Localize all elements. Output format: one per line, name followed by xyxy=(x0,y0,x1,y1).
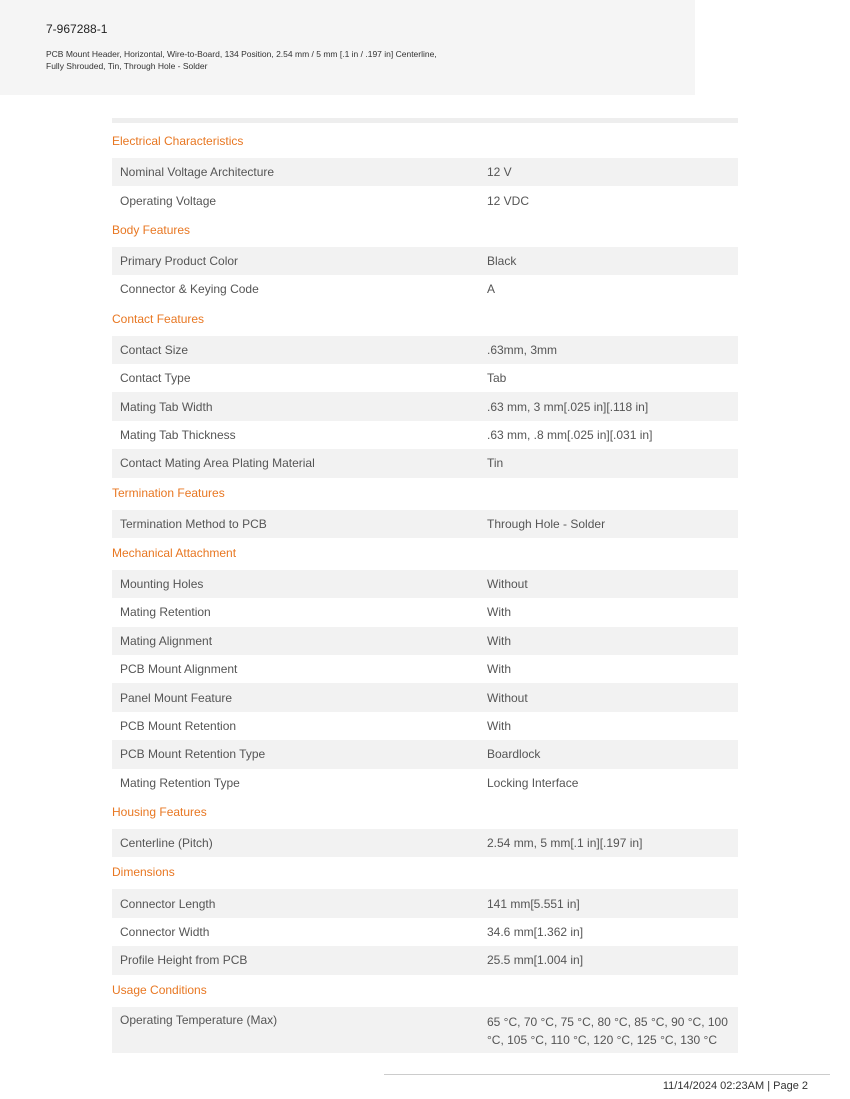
section-title-housing: Housing Features xyxy=(112,805,207,820)
spec-label: Connector Length xyxy=(120,896,216,911)
page-footer: 11/14/2024 02:23AM | Page 2 xyxy=(662,1080,808,1092)
spec-label: Primary Product Color xyxy=(120,253,239,268)
spec-row xyxy=(112,186,738,214)
spec-label: PCB Mount Retention Type xyxy=(120,747,266,762)
spec-value: Locking Interface xyxy=(487,775,579,790)
spec-value: 25.5 mm[1.004 in] xyxy=(487,953,584,968)
spec-label: Centerline (Pitch) xyxy=(120,836,213,851)
spec-row xyxy=(112,627,738,655)
spec-value: With xyxy=(487,719,511,734)
spec-value: 2.54 mm, 5 mm[.1 in][.197 in] xyxy=(487,836,643,851)
spec-value: Boardlock xyxy=(487,747,541,762)
spec-row xyxy=(112,336,738,364)
product-description: PCB Mount Header, Horizontal, Wire-to-Board, 134 Position, 2.54 mm / 5 mm [.1 in / .197 in] Centerline, Fully Shrouded, Tin, Through Hole - Solder xyxy=(46,49,437,71)
spec-label: Mounting Holes xyxy=(120,577,204,592)
section-title-electrical: Electrical Characteristics xyxy=(112,134,244,148)
spec-value: A xyxy=(487,282,496,297)
spec-label: Termination Method to PCB xyxy=(120,516,267,531)
spec-label: Panel Mount Feature xyxy=(120,690,233,705)
spec-label: Mating Alignment xyxy=(120,633,213,648)
spec-row xyxy=(112,510,738,538)
spec-row xyxy=(112,889,738,917)
spec-value: With xyxy=(487,633,511,648)
spec-value: .63 mm, 3 mm[.025 in][.118 in] xyxy=(487,399,649,414)
spec-value: Black xyxy=(487,253,517,268)
spec-row xyxy=(112,275,738,303)
spec-value: With xyxy=(487,662,511,677)
spec-row xyxy=(112,769,738,797)
spec-value: .63 mm, .8 mm[.025 in][.031 in] xyxy=(487,427,653,442)
spec-label: Mating Retention xyxy=(120,605,211,620)
spec-row xyxy=(112,364,738,392)
spec-label: Contact Type xyxy=(120,371,191,386)
spec-row xyxy=(112,655,738,683)
spec-label: Contact Mating Area Plating Material xyxy=(120,456,315,471)
spec-label: PCB Mount Alignment xyxy=(120,662,238,677)
spec-label: Operating Temperature (Max) xyxy=(120,1012,278,1027)
spec-row xyxy=(112,598,738,626)
section-title-mechanical: Mechanical Attachment xyxy=(112,545,237,560)
spec-label: Connector & Keying Code xyxy=(120,282,259,297)
footer-divider xyxy=(384,1074,830,1075)
spec-row xyxy=(112,570,738,598)
spec-label: Nominal Voltage Architecture xyxy=(120,165,275,180)
spec-value: .63mm, 3mm xyxy=(487,342,558,357)
section-title-body: Body Features xyxy=(112,222,191,237)
spec-row xyxy=(112,158,738,186)
spec-label: Profile Height from PCB xyxy=(120,953,248,968)
section-title-dimensions: Dimensions xyxy=(112,865,175,880)
spec-row xyxy=(112,683,738,711)
spec-row xyxy=(112,946,738,974)
spec-content xyxy=(112,123,738,1053)
spec-label: Operating Voltage xyxy=(120,193,217,208)
spec-value: 12 VDC xyxy=(487,193,530,208)
spec-value: Without xyxy=(487,690,528,705)
spec-row xyxy=(112,449,738,477)
part-number: 7-967288-1 xyxy=(46,22,108,36)
spec-label: Mating Tab Thickness xyxy=(120,427,236,442)
spec-value: Without xyxy=(487,577,528,592)
spec-label: Connector Width xyxy=(120,925,210,939)
section-title-usage: Usage Conditions xyxy=(112,982,207,997)
spec-row xyxy=(112,1007,738,1053)
spec-row xyxy=(112,918,738,946)
spec-value: Tin xyxy=(487,456,504,471)
spec-value: 12 V xyxy=(487,165,512,180)
spec-label: PCB Mount Retention xyxy=(120,719,237,734)
spec-value: 65 °C, 70 °C, 75 °C, 80 °C, 85 °C, 90 °C, 100 °C, 105 °C, 110 °C, 120 °C, 125 °C, 130 °C xyxy=(487,1014,728,1047)
spec-row xyxy=(112,247,738,275)
document-header xyxy=(0,0,695,95)
spec-row xyxy=(112,829,738,857)
spec-value: Tab xyxy=(487,371,507,386)
spec-value: 34.6 mm[1.362 in] xyxy=(487,925,584,939)
spec-value: 141 mm[5.551 in] xyxy=(487,896,580,911)
spec-row xyxy=(112,392,738,420)
spec-row xyxy=(112,740,738,768)
section-title-termination: Termination Features xyxy=(112,485,225,500)
spec-label: Mating Tab Width xyxy=(120,399,213,414)
spec-row xyxy=(112,421,738,449)
spec-value: With xyxy=(487,605,511,620)
spec-label: Contact Size xyxy=(120,342,189,357)
section-title-contact: Contact Features xyxy=(112,311,205,326)
spec-label: Mating Retention Type xyxy=(120,775,240,790)
spec-row xyxy=(112,712,738,740)
spec-value: Through Hole - Solder xyxy=(487,516,606,531)
